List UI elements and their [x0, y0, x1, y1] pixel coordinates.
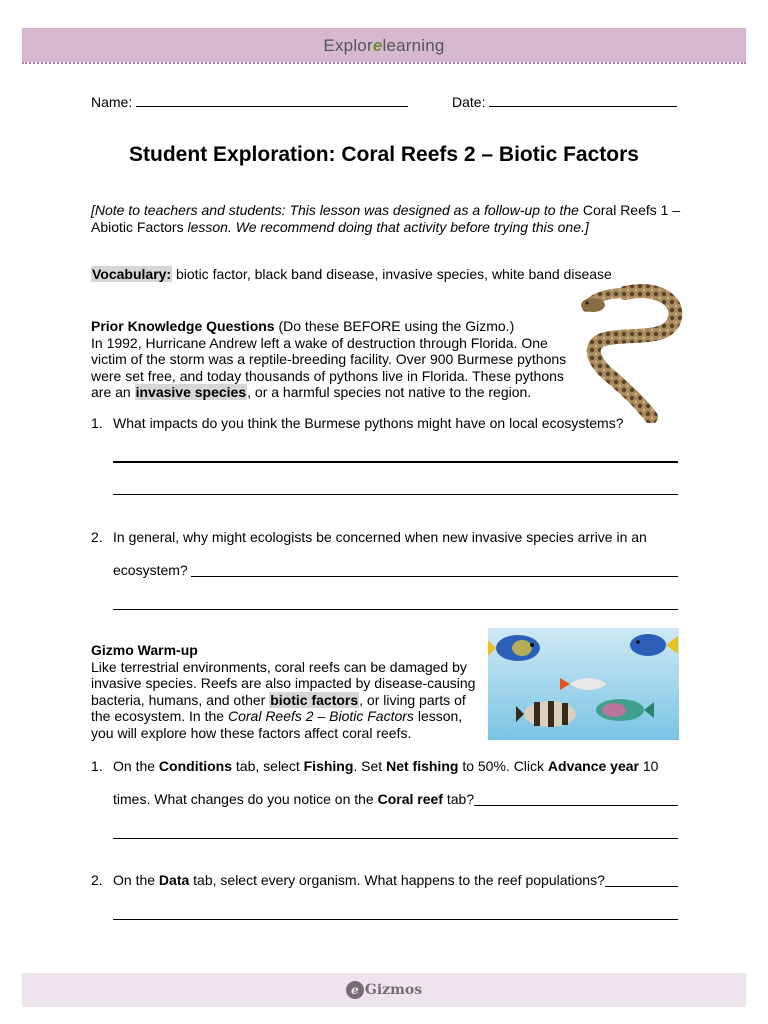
date-blank[interactable]: [489, 92, 677, 107]
header-band: [22, 28, 746, 62]
biotic-factors-term: biotic factors: [270, 691, 359, 708]
gizmos-mark-icon: e: [346, 981, 364, 999]
warmup-heading: Gizmo Warm-up: [91, 642, 198, 658]
date-label: Date:: [452, 94, 486, 110]
pk-question-1-number: 1.: [91, 415, 103, 431]
answer-line[interactable]: [605, 886, 678, 887]
burmese-python-image: [565, 283, 683, 423]
warmup-question-1-continued: times. What changes do you notice on the Coral reef tab?: [113, 791, 475, 807]
name-field-row: [91, 92, 408, 111]
pk-question-2-continued: ecosystem?: [113, 562, 188, 578]
reef-fish-image: [488, 628, 679, 740]
vocabulary-label: Vocabulary:: [92, 266, 172, 282]
footer-band: [22, 973, 746, 1007]
invasive-species-term: invasive species: [135, 384, 247, 400]
name-blank[interactable]: [136, 92, 408, 107]
vocabulary-terms: biotic factor, black band disease, invasive species, white band disease: [176, 266, 612, 282]
header-divider: [22, 62, 746, 64]
prior-knowledge-section: Prior Knowledge Questions (Do these BEFORE using the Gizmo.) In 1992, Hurricane Andrew left a wake of destruction through Florida. One victim of the storm was a reptile-breeding facility. Over 900 Burmese pythons were set free, and today thousands of pythons live in Florida. These pythons are an invasive species, or a harmful species not native to the region.: [91, 318, 567, 400]
answer-line[interactable]: [474, 805, 678, 806]
explorelearning-logo: Explorelearning: [323, 36, 445, 55]
answer-line[interactable]: [191, 576, 678, 577]
pk-question-2: In general, why might ecologists be concerned when new invasive species arrive in an: [113, 529, 647, 545]
warmup-question-2-number: 2.: [91, 872, 103, 888]
answer-line[interactable]: [113, 494, 678, 495]
warmup-section: Gizmo Warm-up Like terrestrial environments, coral reefs can be damaged by invasive species. Reefs are also impacted by disease-causing bacteria, humans, and other biotic factors, or living parts of the ecosystem. In the Coral Reefs 2 – Biotic Factors lesson, you will explore how these factors affect coral reefs.: [91, 642, 476, 741]
teacher-note: [Note to teachers and students: This lesson was designed as a follow-up to the Coral Reefs 1 – Abiotic Factors lesson. We recommend doing that activity before trying this one.]: [91, 202, 681, 235]
date-field-row: [452, 92, 677, 111]
answer-line[interactable]: [113, 838, 678, 839]
pk-question-2-number: 2.: [91, 529, 103, 545]
gizmos-logo: e Gizmos: [346, 981, 422, 999]
warmup-question-1-number: 1.: [91, 758, 103, 774]
answer-line[interactable]: [113, 461, 678, 463]
name-label: Name:: [91, 94, 133, 110]
vocabulary-row: [91, 266, 612, 283]
warmup-question-1: On the Conditions tab, select Fishing. Set Net fishing to 50%. Click Advance year 10: [113, 758, 659, 774]
pk-question-1: What impacts do you think the Burmese pythons might have on local ecosystems?: [113, 415, 624, 431]
warmup-question-2: On the Data tab, select every organism. What happens to the reef populations?: [113, 872, 605, 888]
page-title: Student Exploration: Coral Reefs 2 – Biotic Factors: [129, 143, 639, 166]
answer-line[interactable]: [113, 919, 678, 920]
prior-knowledge-heading: Prior Knowledge Questions: [91, 318, 275, 334]
answer-line[interactable]: [113, 609, 678, 610]
